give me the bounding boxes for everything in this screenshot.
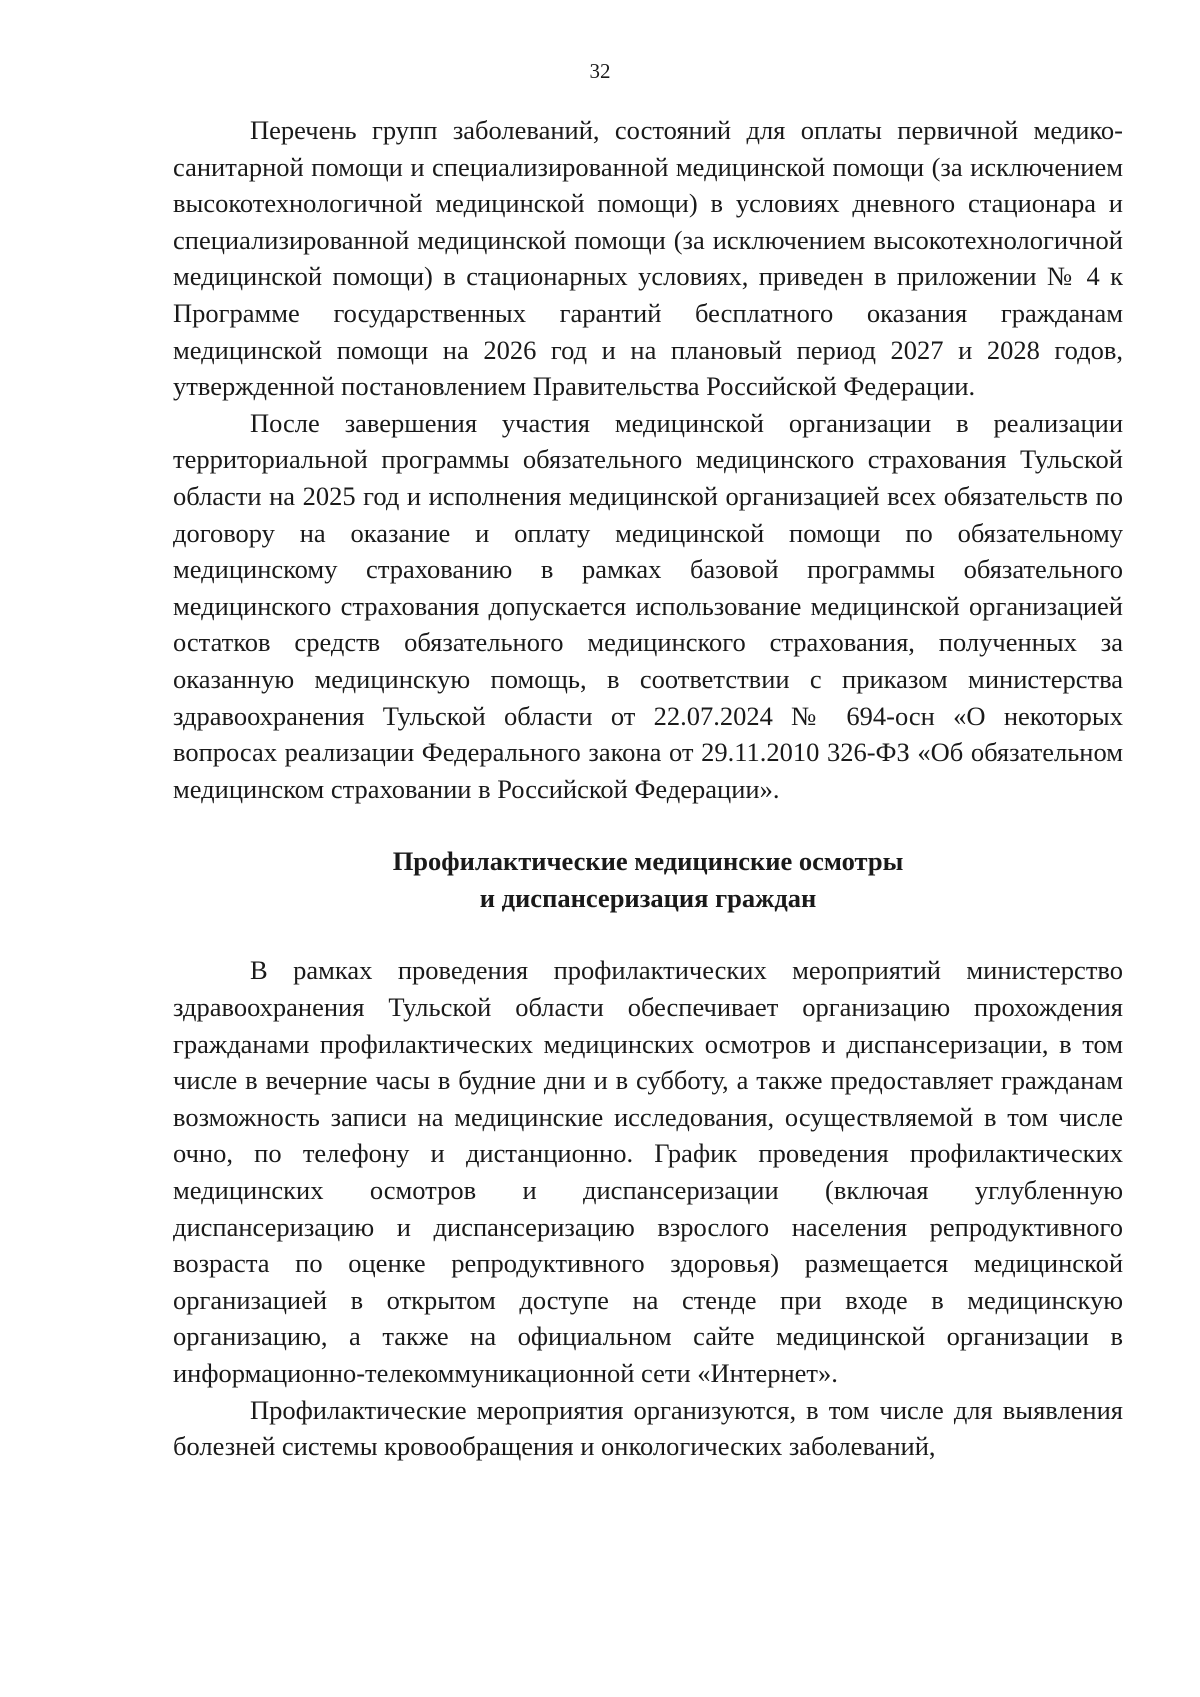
section-heading-line1: Профилактические медицинские осмотры: [392, 846, 904, 877]
document-body: [173, 112, 1123, 1465]
paragraph-remaining-funds: После завершения участия медицинской организации в реализации территориальной программы обязательного медицинского страхования Тульской области на 2025 год и исполнения медицинской организацией всех обязательств по договору на оказание и оплату медицинской помощи по обязательному медицинскому страхованию в рамках базовой программы обязательного медицинского страхования допускается использование медицинской организацией остатков средств обязательного медицинского страхования, полученных за оказанную медицинскую помощь, в соответствии с приказом министерства здравоохранения Тульской области от 22.07.2024 № 694-осн «О некоторых вопросах реализации Федерального закона от 29.11.2010 326-ФЗ «Об обязательном медицинском страховании в Российской Федерации».: [173, 407, 1123, 804]
section-heading: [173, 843, 1123, 916]
paragraph-preventive-measures: Профилактические мероприятия организуются, в том числе для выявления болезней системы кровообращения и онкологических заболеваний,: [173, 1394, 1123, 1462]
section-heading-line2: и диспансеризация граждан: [479, 882, 817, 913]
page-number: 32: [589, 59, 611, 83]
paragraph-disease-groups: Перечень групп заболеваний, состояний для оплаты первичной медико-санитарной помощи и специализированной медицинской помощи (за исключением высокотехнологичной медицинской помощи) в условиях дневного стационара и специализированной медицинской помощи (за исключением высокотехнологичной медицинской помощи) в стационарных условиях, приведен в приложении № 4 к Программе государственных гарантий бесплатного оказания гражданам медицинской помощи на 2026 год и на плановый период 2027 и 2028 годов, утвержденной постановлением Правительства Российской Федерации.: [173, 115, 1123, 402]
paragraph-preventive-exams: В рамках проведения профилактических мероприятий министерство здравоохранения Тульской области обеспечивает организацию прохождения гражданами профилактических медицинских осмотров и диспансеризации, в том числе в вечерние часы в будние дни и в субботу, а также предоставляет гражданам возможность записи на медицинские исследования, осуществляемой в том числе очно, по телефону и дистанционно. График проведения профилактических медицинских осмотров и диспансеризации (включая углубленную диспансеризацию и диспансеризацию взрослого населения репродуктивного возраста по оценке репродуктивного здоровья) размещается медицинской организацией в открытом доступе на стенде при входе в медицинскую организацию, а также на официальном сайте медицинской организации в информационно-телекоммуникационной сети «Интернет».: [173, 955, 1123, 1388]
